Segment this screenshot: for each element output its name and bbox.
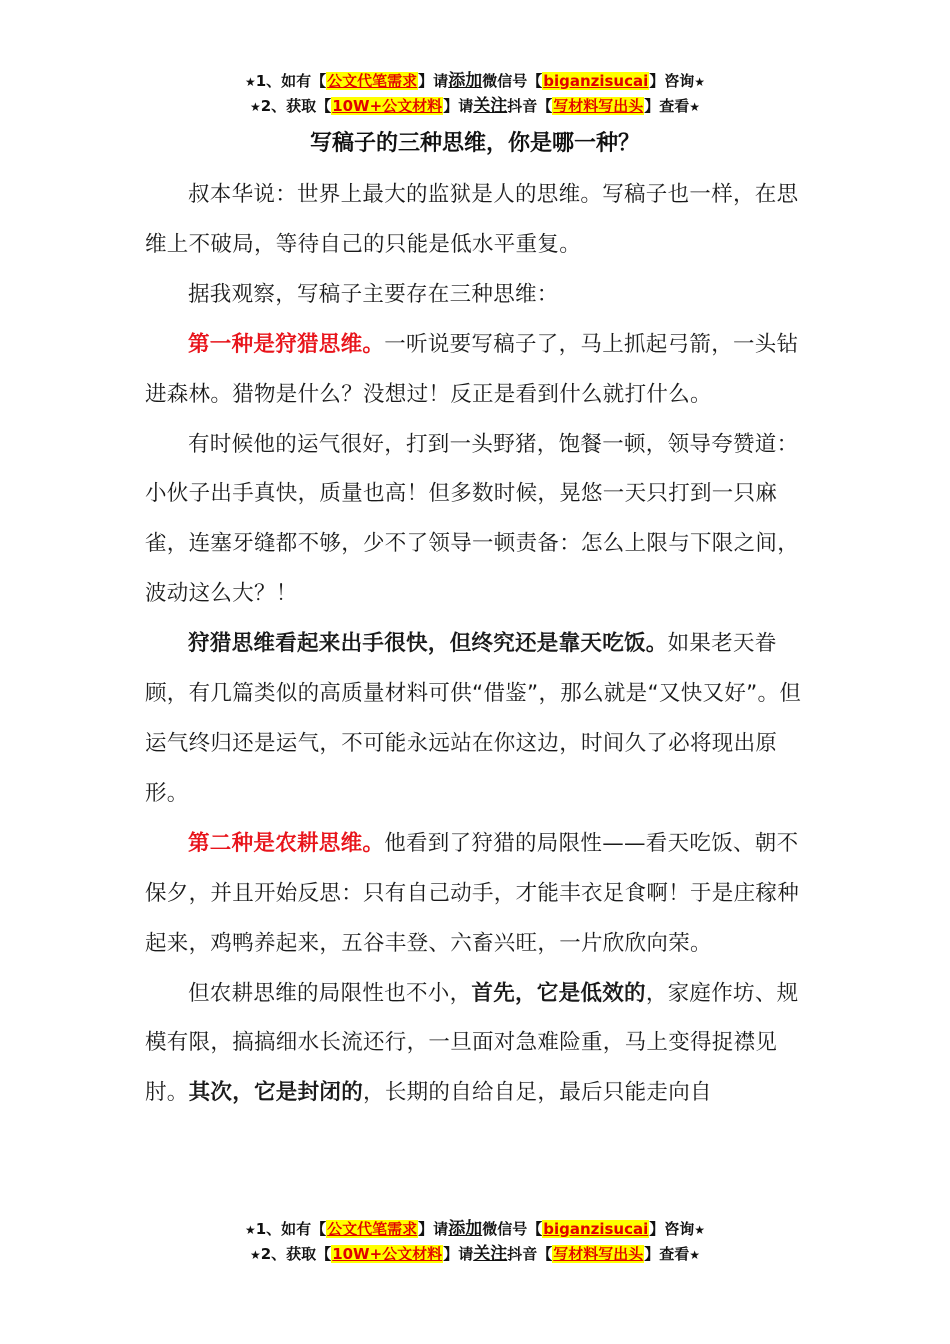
- promo-banner-top: [0, 69, 950, 119]
- promo-line-2: ★2、获取【10W+公文材料】请关注抖音【写材料写出头】查看★: [249, 96, 701, 116]
- promo-highlight: biganzisucai: [543, 1220, 649, 1238]
- bold-statement: 狩猎思维看起来出手很快，但终究还是靠天吃饭。: [188, 631, 668, 657]
- promo-line-2: ★2、获取【10W+公文材料】请关注抖音【写材料写出头】查看★: [249, 1244, 701, 1264]
- paragraph: 但农耕思维的局限性也不小，首先，它是低效的，家庭作坊、规模有限，搞搞细水长流还行，一旦面对急难险重，马上变得捉襟见肘。其次，它是封闭的，长期的自给自足，最后只能走向自: [145, 980, 799, 1106]
- star-icon: ★: [689, 100, 701, 114]
- paragraph: 狩猎思维看起来出手很快，但终究还是靠天吃饭。如果老天眷顾，有几篇类似的高质量材料可供“借鉴”，那么就是“又快又好”。但运气终归还是运气，不可能永远站在你这边，时间久了必将现出原形。: [145, 631, 802, 806]
- promo-highlight: biganzisucai: [543, 72, 649, 90]
- star-icon: ★: [694, 1223, 706, 1237]
- star-icon: ★: [249, 100, 261, 114]
- paragraph: 据我观察，写稿子主要存在三种思维：: [188, 281, 559, 307]
- promo-banner-bottom: [0, 1217, 950, 1267]
- star-icon: ★: [244, 1223, 256, 1237]
- promo-highlight: 10W+公文材料: [332, 1245, 443, 1263]
- promo-line-1: ★1、如有【公文代笔需求】请添加微信号【biganzisucai】咨询★: [244, 1219, 706, 1239]
- star-icon: ★: [249, 1248, 261, 1262]
- star-icon: ★: [694, 75, 706, 89]
- star-icon: ★: [689, 1248, 701, 1262]
- paragraph: 第一种是狩猎思维。一听说要写稿子了，马上抓起弓箭，一头钻进森林。猎物是什么？没想过！反正是看到什么就打什么。: [145, 331, 799, 407]
- article-title: 写稿子的三种思维，你是哪一种？: [309, 131, 640, 156]
- bold-statement: 其次，它是封闭的: [188, 1080, 364, 1106]
- paragraph: 叔本华说：世界上最大的监狱是人的思维。写稿子也一样，在思维上不破局，等待自己的只能是低水平重复。: [145, 182, 799, 257]
- promo-highlight: 公文代笔需求: [327, 72, 418, 90]
- star-icon: ★: [244, 75, 256, 89]
- article-body: [145, 170, 810, 1118]
- paragraph: 第二种是农耕思维。他看到了狩猎的局限性——看天吃饭、朝不保夕，并且开始反思：只有自己动手，才能丰衣足食啊！于是庄稼种起来，鸡鸭养起来，五谷丰登、六畜兴旺，一片欣欣向荣。: [145, 830, 800, 956]
- promo-highlight: 写材料写出头: [553, 1245, 644, 1263]
- section-heading: 第二种是农耕思维。: [188, 830, 385, 856]
- promo-highlight: 10W+公文材料: [332, 97, 443, 115]
- promo-line-1: ★1、如有【公文代笔需求】请添加微信号【biganzisucai】咨询★: [244, 71, 706, 91]
- promo-highlight: 公文代笔需求: [327, 1220, 418, 1238]
- promo-highlight: 写材料写出头: [553, 97, 644, 115]
- bold-statement: 首先，它是低效的: [471, 980, 646, 1006]
- section-heading: 第一种是狩猎思维。: [188, 331, 385, 357]
- paragraph: 有时候他的运气很好，打到一头野猪，饱餐一顿，领导夸赞道：小伙子出手真快，质量也高！但多数时候，晃悠一天只打到一只麻雀，连塞牙缝都不够，少不了领导一顿责备：怎么上限与下限之间，波动这么大？！: [145, 431, 800, 607]
